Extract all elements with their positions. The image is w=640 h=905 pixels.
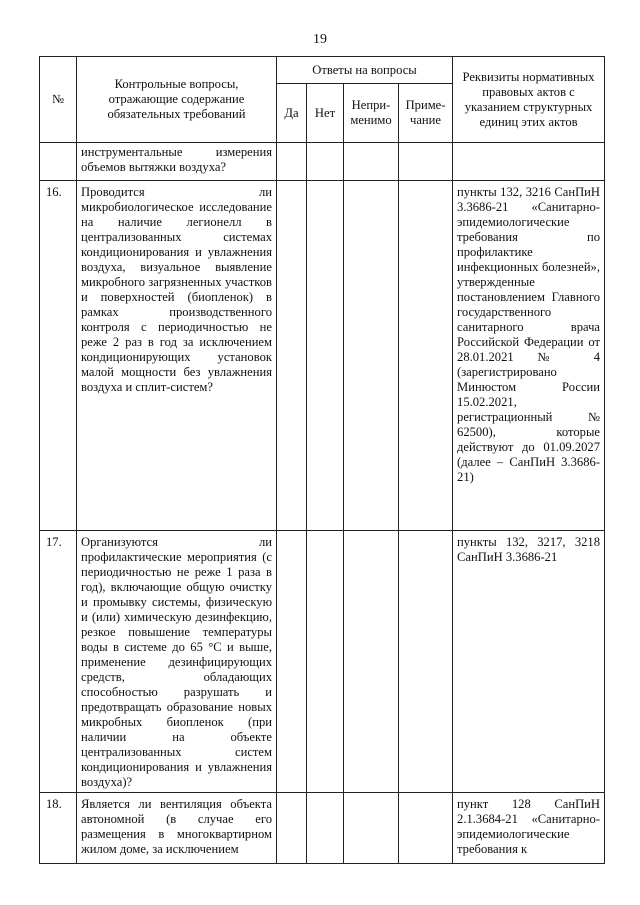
answer-note-cell[interactable] <box>399 181 453 531</box>
header-row <box>40 57 605 84</box>
row-number <box>40 143 77 181</box>
header-no: Нет <box>307 84 344 143</box>
table-row <box>40 793 605 864</box>
checklist-table <box>39 56 605 864</box>
answer-yes-cell[interactable] <box>277 531 307 793</box>
answer-note-cell[interactable] <box>399 531 453 793</box>
row-question: Организуются ли профилактические мероприятия (с периодичностью не реже 1 раза в год), включающие общую очистку и промывку системы, физическую и (или) химическую дезинфекцию, резкое повышение температуры воды в системе до 65 °C и выше, применение дезинфицирующих средств, обладающих способностью разрушать и предотвращать образование новых микробных биопленок (при наличии на объекте централизованных систем кондиционирования и увлажнения воздуха)? <box>77 531 277 793</box>
table-row <box>40 531 605 793</box>
answer-no-cell[interactable] <box>307 531 344 793</box>
answer-no-cell[interactable] <box>307 143 344 181</box>
answer-yes-cell[interactable] <box>277 793 307 864</box>
row-requisites <box>453 143 605 181</box>
answer-yes-cell[interactable] <box>277 143 307 181</box>
answer-note-cell[interactable] <box>399 793 453 864</box>
row-question: инструментальные измерения объемов вытяжки воздуха? <box>77 143 277 181</box>
header-note: Приме-чание <box>399 84 453 143</box>
page-number: 19 <box>313 32 327 47</box>
header-questions: Контрольные вопросы, отражающие содержание обязательных требований <box>77 57 277 143</box>
row-number: 18. <box>40 793 77 864</box>
answer-not-applicable-cell[interactable] <box>344 181 399 531</box>
answer-yes-cell[interactable] <box>277 181 307 531</box>
table-row <box>40 181 605 531</box>
header-requisites: Реквизиты нормативных правовых актов с указанием структурных единиц этих актов <box>453 57 605 143</box>
answer-no-cell[interactable] <box>307 181 344 531</box>
header-answers: Ответы на вопросы <box>277 57 453 84</box>
header-not-applicable: Непри-менимо <box>344 84 399 143</box>
answer-not-applicable-cell[interactable] <box>344 531 399 793</box>
header-num: № <box>40 57 77 143</box>
answer-note-cell[interactable] <box>399 143 453 181</box>
row-question: Является ли вентиляция объекта автономной (в случае его размещения в многоквартирном жилом доме, за исключением <box>77 793 277 864</box>
table-row <box>40 143 605 181</box>
header-yes: Да <box>277 84 307 143</box>
row-number: 17. <box>40 531 77 793</box>
row-number: 16. <box>40 181 77 531</box>
row-requisites: пункты 132, 3217, 3218 СанПиН 3.3686-21 <box>453 531 605 793</box>
answer-no-cell[interactable] <box>307 793 344 864</box>
answer-not-applicable-cell[interactable] <box>344 793 399 864</box>
row-requisites: пункты 132, 3216 СанПиН 3.3686-21 «Санитарно-эпидемиологические требования по профилактике инфекционных болезней», утвержденные постановлением Главного государственного санитарного врача Российской Федерации от 28.01.2021 № 4 (зарегистрировано Минюстом России 15.02.2021, регистрационный № 62500), которые действуют до 01.09.2027 (далее – СанПиН 3.3686-21) <box>453 181 605 531</box>
row-requisites: пункт 128 СанПиН 2.1.3684-21 «Санитарно-эпидемиологические требования к <box>453 793 605 864</box>
row-question: Проводится ли микробиологическое исследование на наличие легионелл в централизованных системах кондиционирования и увлажнения воздуха, визуальное выявление микробного загрязненных участков и поверхностей (биопленок) в рамках производственного контроля с периодичностью не реже 2 раз в год за исключением кондиционирующих установок малой мощности без увлажнения воздуха и сплит-систем? <box>77 181 277 531</box>
answer-not-applicable-cell[interactable] <box>344 143 399 181</box>
